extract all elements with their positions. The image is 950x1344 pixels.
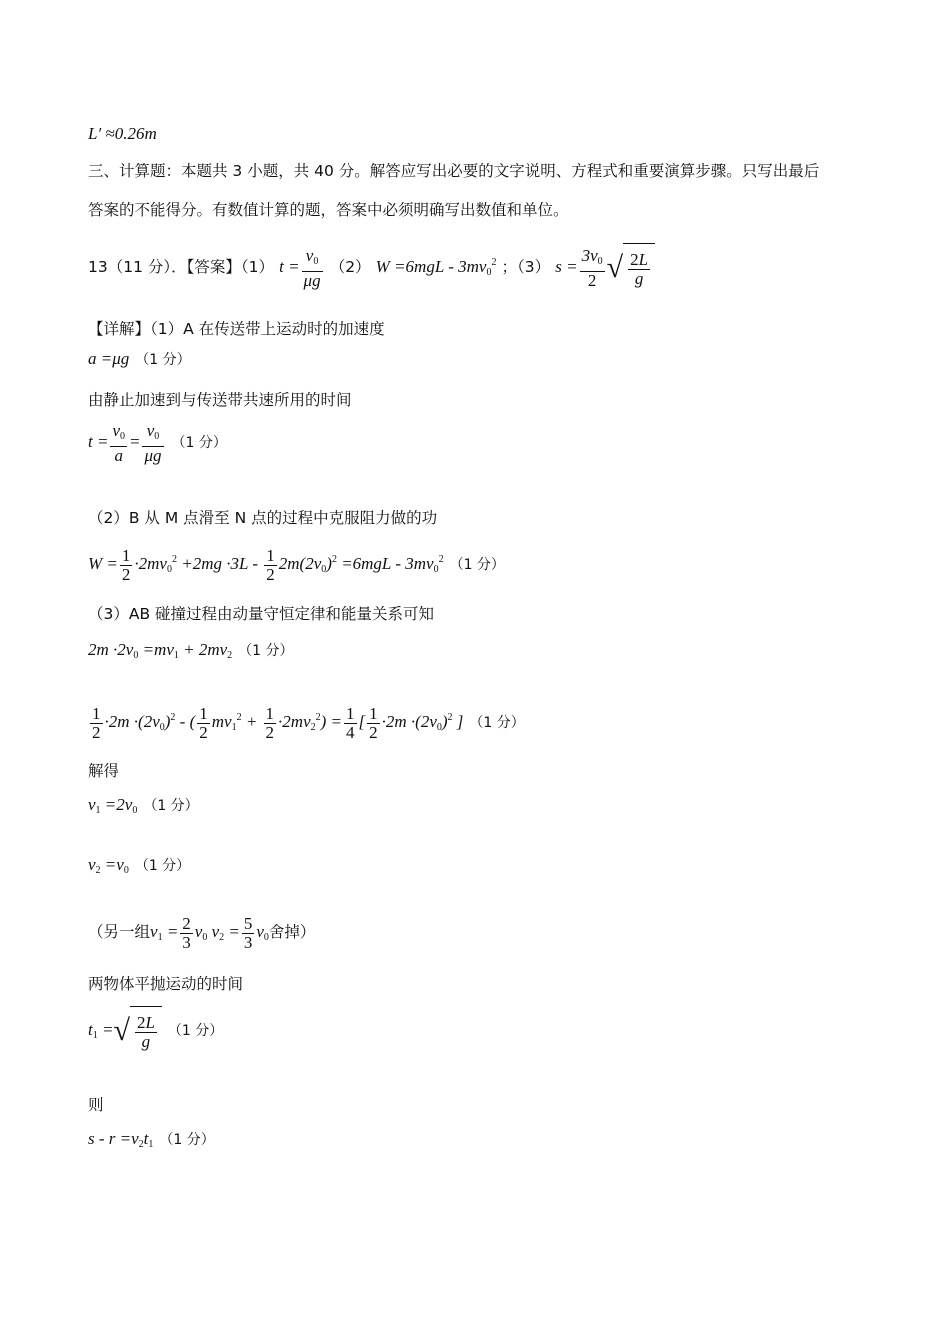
eq-t1: $t_1$ =√ $\frac{2L}{g}$ （1 分） [88, 1005, 223, 1055]
section3-line1: 三、计算题：本题共 3 小题，共 40 分。解答应写出必要的文字说明、方程式和重要演算步骤。只写出最后 [88, 162, 820, 180]
accel-time-text: 由静止加速到与传送带共速所用的时间 [88, 391, 352, 409]
eq-accel: a =μg （1 分） [88, 349, 191, 368]
answer2-formula: $W =6mgL - 3mv_0^2$ [375, 257, 497, 278]
q13-p3: ；（3） [501, 258, 551, 276]
answer3-formula: s = $\frac{3v_0}{2}$ √ $\frac{2L}{g}$ [555, 257, 655, 276]
eq-energy: $\frac{1}{2}$ $\cdot 2m \cdot(2v_0)^2$ - ( $\frac{1}{2}$ $mv_1^2$ + $\frac{1}{2}$ $\cdot 2mv_2^2$) = $\frac{1}{4}$ [ $\frac{1}{2}$ $\cdot 2m \cdot(2v_0)^2$ ] （1 分） [92, 703, 525, 742]
then-text: 则 [88, 1096, 104, 1114]
answer1-formula: t = $\frac{v_0}{\mu g}$ [279, 245, 321, 290]
eq-work: W = $\frac{1}{2}$ $\cdot 2mv_0^2 +2mg \cdot 3L$ - $\frac{1}{2}$ $2m(2v_0)^2 =6mgL - 3mv_0^2$ （1 分） [88, 545, 505, 584]
eq-time: t = $\frac{v_0}{a}$ = $\frac{v_0}{\mu g}$ （1 分） [88, 420, 227, 465]
part3-text: （3）AB 碰撞过程由动量守恒定律和能量关系可知 [88, 605, 435, 623]
q13-label: 13（11 分）．【答案】（1） [88, 258, 274, 276]
eq-momentum: $2m \cdot 2v_0 =mv_1 + 2mv_2$ （1 分） [88, 640, 294, 661]
eq-distance: $s - r =v_2t_1$ （1 分） [88, 1129, 215, 1150]
eq-v1: $v_1 =2v_0$ （1 分） [88, 795, 199, 816]
eq-v2: $v_2 =v_0$ （1 分） [88, 855, 191, 876]
solve-text: 解得 [88, 762, 120, 780]
part2-text: （2）B 从 M 点滑至 N 点的过程中克服阻力做的功 [88, 509, 438, 527]
q13-p2: （2） [329, 258, 371, 276]
section3-line2: 答案的不能得分。有数值计算的题，答案中必须明确写出数值和单位。 [88, 201, 569, 219]
other-solution: （另一组$v_1$ = $\frac{2}{3}$ $v_0$ $v_2$ = $\frac{5}{3}$ $v_0$舍掉） [88, 913, 316, 952]
fall-time-text: 两物体平抛运动的时间 [88, 975, 244, 993]
prev-result: L′ ≈0.26m [88, 124, 157, 143]
detail-title: 【详解】（1）A 在传送带上运动时的加速度 [88, 320, 385, 338]
q13-answer-line [88, 238, 655, 288]
